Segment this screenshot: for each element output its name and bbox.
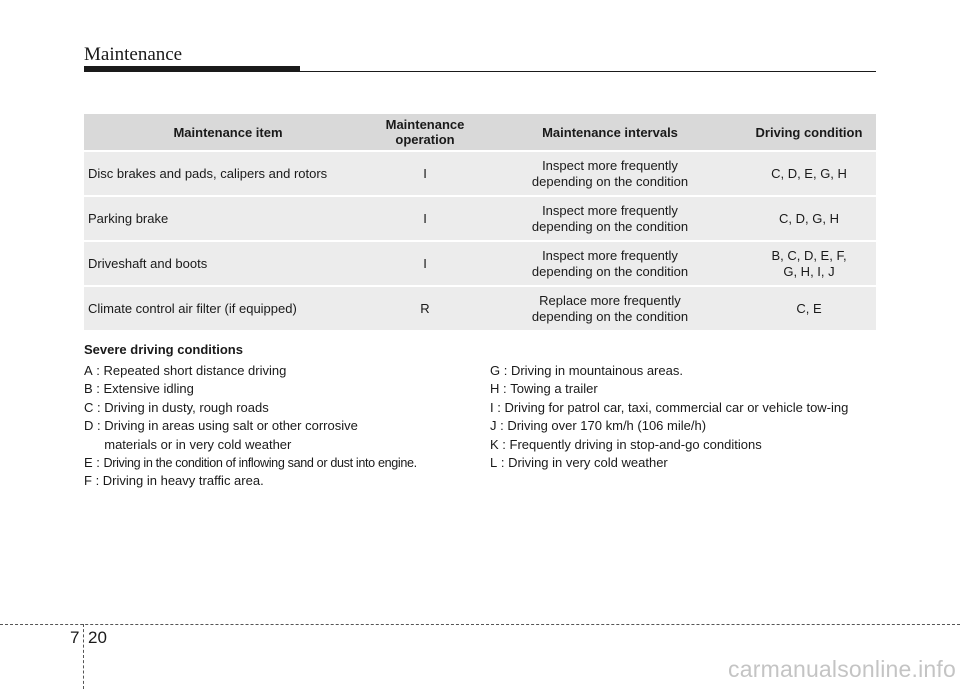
condition-entry — [84, 417, 474, 454]
condition-text: Extensive idling — [103, 381, 194, 397]
chapter-number: 7 — [70, 628, 80, 647]
condition-separator: : — [497, 455, 509, 471]
condition-entry — [84, 362, 474, 380]
condition-entry — [490, 417, 876, 435]
condition-code: L — [490, 455, 498, 471]
interval-line: depending on the condition — [531, 308, 689, 324]
condition-code: D — [84, 418, 94, 434]
condition-separator: : — [493, 399, 505, 415]
condition-line: C, D, E, G, H — [771, 165, 847, 181]
condition-code: A — [84, 363, 93, 378]
interval-line: Inspect more frequently — [542, 202, 678, 218]
condition-line: C, E — [796, 300, 822, 316]
cell-condition — [742, 241, 876, 286]
table-row — [84, 196, 876, 241]
interval-line: Replace more frequently — [539, 292, 681, 308]
column-header-item: Maintenance item — [84, 114, 372, 151]
header-rule-thin — [300, 71, 876, 72]
interval-line: Inspect more frequently — [542, 157, 678, 173]
interval-line: Inspect more frequently — [542, 247, 678, 263]
condition-separator: : — [498, 436, 510, 452]
condition-separator: : — [93, 399, 105, 415]
table-header-row — [84, 114, 876, 151]
condition-text: Driving in the condition of inflowing sand or dust into engine. — [103, 456, 417, 471]
table-row — [84, 241, 876, 286]
conditions-list-left — [84, 362, 474, 491]
condition-separator: : — [92, 363, 104, 378]
cell-operation: I — [372, 151, 478, 196]
condition-entry — [490, 436, 876, 454]
table-row — [84, 151, 876, 196]
condition-code: H — [490, 381, 500, 397]
condition-entry — [84, 380, 474, 398]
condition-text: Driving in areas using salt or other corrosive materials or in very cold weather — [104, 418, 358, 452]
cell-item: Parking brake — [84, 196, 372, 241]
condition-entry — [490, 362, 876, 380]
condition-line: G, H, I, J — [783, 263, 835, 279]
header-rule-thick — [84, 66, 300, 72]
cell-operation: R — [372, 286, 478, 330]
interval-line: depending on the condition — [531, 173, 689, 189]
condition-code: K — [490, 436, 499, 452]
condition-code: E — [84, 455, 93, 471]
cell-item: Climate control air filter (if equipped) — [84, 286, 372, 330]
condition-entry — [490, 380, 876, 398]
interval-line: depending on the condition — [531, 263, 689, 279]
column-header-condition: Driving condition — [742, 114, 876, 151]
maintenance-table — [84, 114, 876, 330]
cell-item: Driveshaft and boots — [84, 241, 372, 286]
condition-code: C — [84, 399, 94, 415]
cell-interval — [478, 151, 742, 196]
column-header-intervals: Maintenance intervals — [478, 114, 742, 151]
condition-separator: : — [500, 363, 511, 378]
condition-entry — [84, 399, 474, 417]
cell-operation: I — [372, 241, 478, 286]
cell-operation: I — [372, 196, 478, 241]
cell-item: Disc brakes and pads, calipers and rotors — [84, 151, 372, 196]
condition-code: F — [84, 473, 92, 489]
interval-line: depending on the condition — [531, 218, 689, 234]
condition-text: Driving in heavy traffic area. — [102, 473, 264, 489]
condition-entry — [84, 472, 474, 490]
condition-entry — [84, 454, 474, 472]
cell-condition — [742, 196, 876, 241]
condition-text: Driving in mountainous areas. — [510, 363, 683, 378]
cell-interval — [478, 196, 742, 241]
condition-text: Driving over 170 km/h (106 mile/h) — [507, 418, 707, 434]
table-row — [84, 286, 876, 330]
condition-code: J — [490, 418, 497, 434]
condition-text: Repeated short distance driving — [103, 363, 287, 378]
section-title: Maintenance — [84, 44, 183, 65]
cell-interval — [478, 286, 742, 330]
cell-condition — [742, 151, 876, 196]
condition-code: B — [84, 381, 93, 397]
severe-conditions-title: Severe driving conditions — [84, 342, 243, 357]
condition-separator: : — [499, 381, 511, 397]
condition-separator: : — [91, 473, 103, 489]
condition-line: C, D, G, H — [779, 210, 839, 226]
condition-text: Driving in very cold weather — [508, 455, 668, 471]
watermark: carmanualsonline.info — [728, 656, 956, 682]
condition-separator: : — [93, 418, 105, 434]
cell-interval — [478, 241, 742, 286]
condition-code: I — [490, 399, 494, 415]
condition-text: Frequently driving in stop-and-go conditions — [509, 436, 762, 452]
condition-text: Towing a trailer — [510, 381, 598, 397]
condition-separator: : — [92, 455, 104, 471]
condition-code: G — [490, 363, 501, 378]
condition-separator: : — [496, 418, 508, 434]
conditions-list-right — [490, 362, 876, 472]
column-header-operation: Maintenance operation — [372, 114, 478, 151]
condition-entry — [490, 399, 876, 417]
condition-text: Driving in dusty, rough roads — [104, 399, 269, 415]
condition-separator: : — [92, 381, 104, 397]
footer-vertical-divider — [83, 624, 84, 689]
page-number: 20 — [88, 628, 107, 647]
condition-text: Driving for patrol car, taxi, commercial car or vehicle tow-ing — [504, 399, 849, 415]
cell-condition — [742, 286, 876, 330]
condition-entry — [490, 454, 876, 472]
footer-divider — [0, 624, 960, 625]
condition-line: B, C, D, E, F, — [771, 247, 847, 263]
